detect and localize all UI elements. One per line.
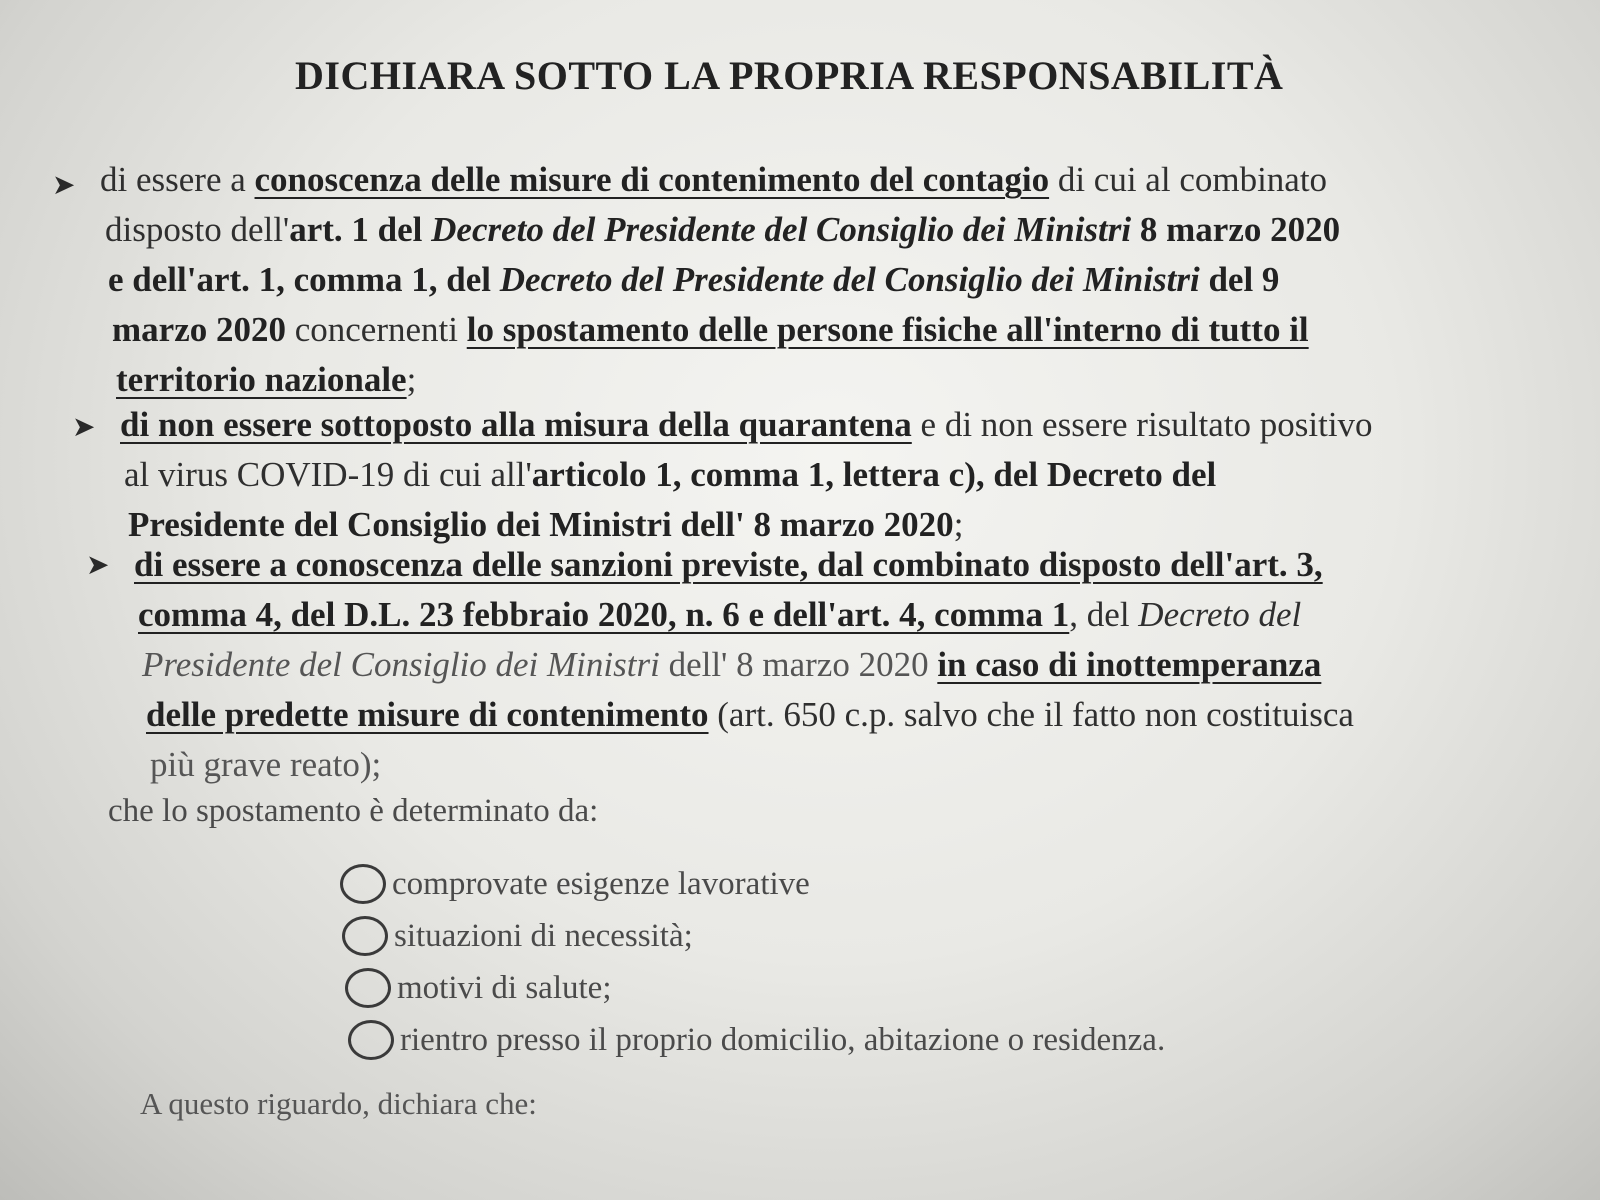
declaration-3-line-1: di essere a conoscenza delle sanzioni previste, dal combinato disposto dell'art. 3,: [134, 545, 1323, 584]
reason-option-return-home[interactable]: [340, 1014, 1165, 1066]
reason-label: rientro presso il proprio domicilio, abitazione o residenza.: [400, 1021, 1166, 1058]
reason-intro: che lo spostamento è determinato da:: [108, 793, 599, 829]
declaration-3-line-3: Presidente del Consiglio dei Ministri dell' 8 marzo 2020 in caso di inottemperanza: [142, 645, 1322, 684]
declaration-2-line-2: al virus COVID-19 di cui all'articolo 1, comma 1, lettera c), del Decreto del: [124, 455, 1217, 494]
reason-options: [340, 858, 1165, 1066]
declaration-1: [100, 155, 1540, 405]
reason-label: comprovate esigenze lavorative: [392, 865, 810, 902]
declaration-2-line-3: Presidente del Consiglio dei Ministri dell' 8 marzo 2020;: [128, 505, 964, 544]
declaration-2-line-1: di non essere sottoposto alla misura della quarantena e di non essere risultato positivo: [120, 405, 1373, 444]
radio-button-icon[interactable]: [342, 916, 388, 956]
reason-label: situazioni di necessità;: [394, 917, 693, 954]
declaration-3: [134, 540, 1574, 790]
reason-option-work[interactable]: [340, 858, 1165, 910]
declaration-2: [120, 400, 1560, 550]
footer-text: A questo riguardo, dichiara che:: [140, 1086, 537, 1121]
declaration-1-line-5: territorio nazionale;: [116, 360, 417, 399]
radio-button-icon[interactable]: [340, 864, 386, 904]
arrow-bullet-icon: ➤: [86, 550, 110, 581]
arrow-bullet-icon: ➤: [52, 170, 76, 201]
reason-label: motivi di salute;: [397, 969, 612, 1006]
radio-button-icon[interactable]: [345, 968, 391, 1008]
page-title: DICHIARA SOTTO LA PROPRIA RESPONSABILITÀ: [295, 53, 1284, 98]
radio-button-icon[interactable]: [348, 1020, 394, 1060]
declaration-1-line-1: di essere a conoscenza delle misure di contenimento del contagio di cui al combinato: [100, 160, 1328, 199]
declaration-1-line-3: e dell'art. 1, comma 1, del Decreto del Presidente del Consiglio dei Ministri del 9: [108, 260, 1280, 299]
reason-option-necessity[interactable]: [340, 910, 1165, 962]
declaration-3-line-2: comma 4, del D.L. 23 febbraio 2020, n. 6 e dell'art. 4, comma 1, del Decreto del: [138, 595, 1302, 634]
declaration-1-line-4: marzo 2020 concernenti lo spostamento delle persone fisiche all'interno di tutto il: [112, 310, 1309, 349]
declaration-3-line-4: delle predette misure di contenimento (art. 650 c.p. salvo che il fatto non costituisca: [146, 695, 1354, 734]
arrow-bullet-icon: ➤: [72, 412, 96, 443]
reason-option-health[interactable]: [340, 962, 1165, 1014]
declaration-1-line-2: disposto dell'art. 1 del Decreto del Presidente del Consiglio dei Ministri 8 marzo 2020: [105, 210, 1341, 249]
declaration-3-line-5: più grave reato);: [150, 745, 382, 784]
